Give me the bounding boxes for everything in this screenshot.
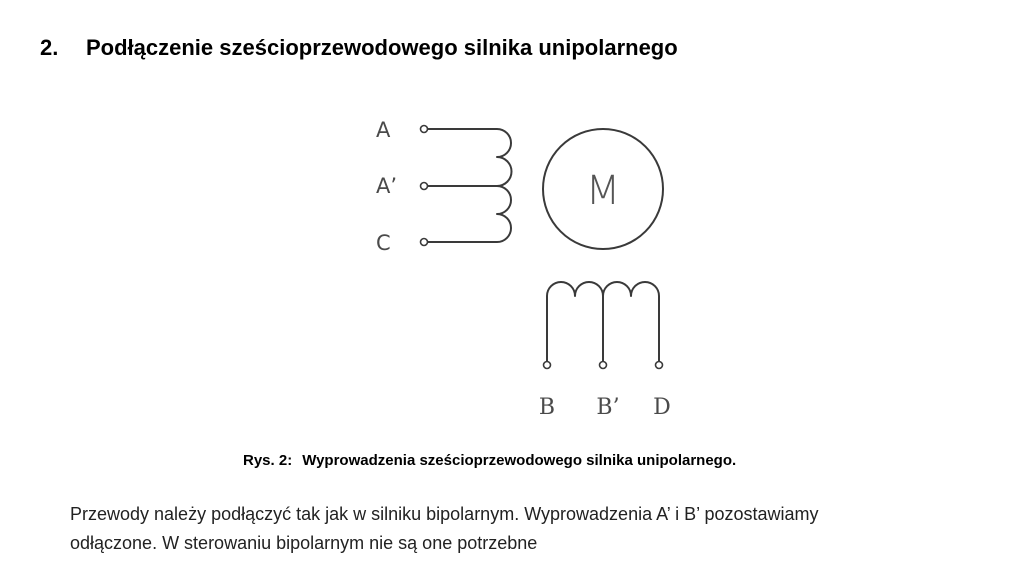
motor-letter: M bbox=[585, 168, 621, 214]
terminal-a-prime-label: A’ bbox=[376, 174, 398, 198]
section-title: Podłączenie sześcioprzewodowego silnika unipolarnego bbox=[86, 35, 678, 60]
figure-caption-text: Wyprowadzenia sześcioprzewodowego silnika unipolarnego. bbox=[302, 452, 737, 469]
terminal-d-dot bbox=[656, 362, 663, 369]
section-number: 2. bbox=[40, 35, 59, 60]
figure-caption bbox=[243, 450, 736, 472]
winding-left bbox=[376, 118, 512, 255]
terminal-d-label: D bbox=[653, 395, 671, 420]
body-paragraph bbox=[70, 500, 970, 558]
figure-caption-prefix: Rys. 2: bbox=[243, 452, 293, 469]
terminal-b-prime-dot bbox=[600, 362, 607, 369]
terminal-a-dot bbox=[421, 126, 428, 133]
terminal-c-label: C bbox=[376, 231, 391, 255]
terminal-b-dot bbox=[544, 362, 551, 369]
terminal-a-prime-dot bbox=[421, 183, 428, 190]
terminal-a-label: A bbox=[376, 118, 391, 142]
terminal-c-dot bbox=[421, 239, 428, 246]
body-line-1: Przewody należy podłączyć tak jak w silniku bipolarnym. Wyprowadzenia A’ i B’ pozostawiamy bbox=[70, 504, 819, 524]
terminal-b-prime-label: B’ bbox=[596, 395, 620, 420]
winding-bottom bbox=[539, 282, 671, 420]
body-line-2: odłączone. W sterowaniu bipolarnym nie są one potrzebne bbox=[70, 533, 538, 553]
terminal-b-label: B bbox=[538, 395, 556, 420]
motor-symbol bbox=[543, 129, 663, 249]
